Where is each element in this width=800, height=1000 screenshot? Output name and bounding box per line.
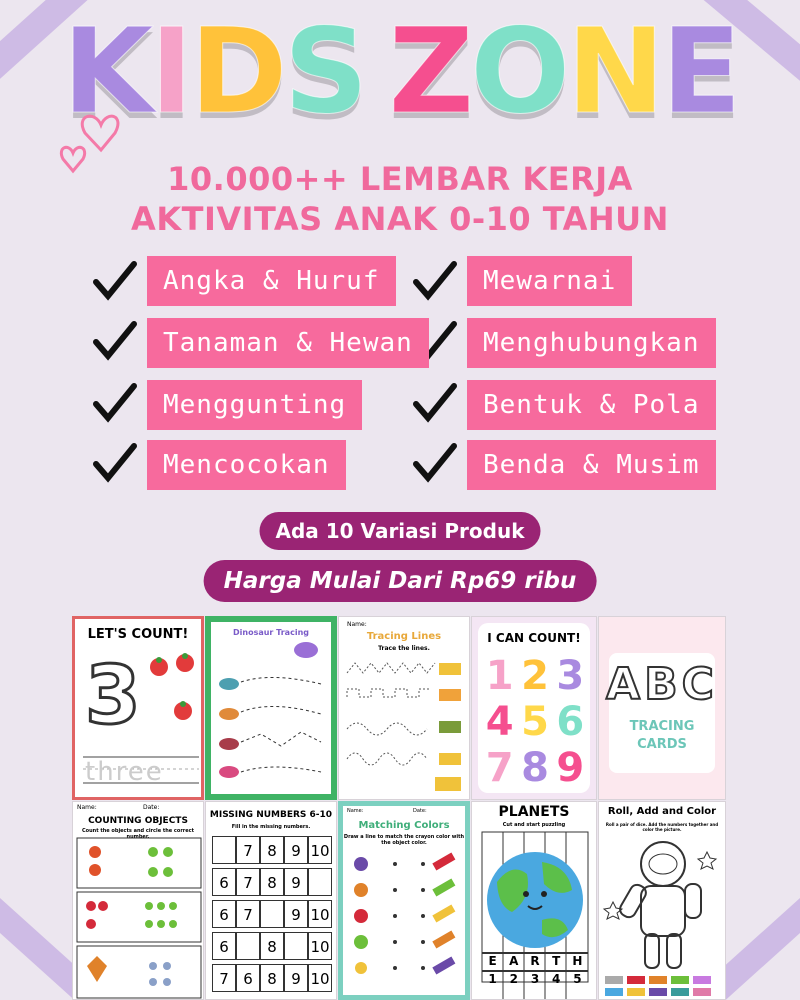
card-subtitle: Trace the lines. <box>378 645 430 652</box>
number-cell: 9 <box>284 964 308 992</box>
number-cell: 6 <box>212 868 236 896</box>
preview-planets <box>471 801 597 1000</box>
number-grid-row <box>212 900 332 928</box>
number-grid <box>212 836 332 996</box>
card-caption-2: CARDS <box>637 737 687 752</box>
logo-letter: S <box>283 2 365 140</box>
preview-roll-add-color <box>598 801 726 1000</box>
number-cell: 10 <box>308 900 332 928</box>
number-cell: 8 <box>260 868 284 896</box>
traced-word: three <box>85 757 164 787</box>
checkmark-icon <box>92 380 138 426</box>
number-cell: 8 <box>260 836 284 864</box>
logo-letter: E <box>661 2 738 140</box>
planet-number: 5 <box>573 972 582 986</box>
planet-letter: R <box>530 954 540 968</box>
planet-letter: E <box>488 954 497 968</box>
planet-number: 3 <box>530 972 540 986</box>
number-cell: 6 <box>212 900 236 928</box>
card-title: I CAN COUNT! <box>487 631 581 645</box>
date-label: Date: <box>143 804 160 811</box>
checkmark-icon <box>92 440 138 486</box>
objects-icon <box>73 802 204 1000</box>
card-subtitle: Fill in the missing numbers. <box>231 824 311 830</box>
astronaut-icon <box>599 802 726 1000</box>
planet-letter: T <box>552 954 561 968</box>
card-caption-1: TRACING <box>629 719 695 734</box>
earth-icon <box>472 802 597 1000</box>
name-label: Name: <box>347 808 364 814</box>
feature-tag: Benda & Musim <box>467 440 716 490</box>
checkmark-icon <box>92 318 138 364</box>
worksheet-preview-grid <box>72 616 800 1000</box>
number-grid-row <box>212 964 332 992</box>
planet-number: 1 <box>488 972 497 986</box>
number-cell <box>308 868 332 896</box>
variants-badge: Ada 10 Variasi Produk <box>260 512 541 550</box>
feature-tag: Angka & Huruf <box>147 256 396 306</box>
feature-tag: Tanaman & Hewan <box>147 318 429 368</box>
planet-number: 2 <box>509 972 518 986</box>
card-title: LET'S COUNT! <box>87 627 189 642</box>
number-cell: 10 <box>308 932 332 960</box>
number-cell <box>236 932 260 960</box>
logo-letter: I <box>149 2 190 140</box>
number-cell: 7 <box>236 900 260 928</box>
checkmark-icon <box>412 380 458 426</box>
number-cell: 9 <box>284 836 308 864</box>
count-digit: 7 <box>485 745 514 791</box>
planet-letter: H <box>572 954 583 968</box>
count-digit: 4 <box>485 699 514 745</box>
preview-tracing-lines <box>338 616 470 800</box>
feature-tag: Mewarnai <box>467 256 632 306</box>
card-title: MISSING NUMBERS 6-10 <box>209 810 333 820</box>
feature-tag: Bentuk & Pola <box>467 380 716 430</box>
feature-tag: Mencocokan <box>147 440 346 490</box>
number-cell: 9 <box>284 900 308 928</box>
number-grid-row <box>212 868 332 896</box>
count-digit: 1 <box>485 653 514 699</box>
checkmark-icon <box>92 258 138 304</box>
logo-letter <box>365 12 389 130</box>
card-title: COUNTING OBJECTS <box>88 816 188 826</box>
logo-letter: Z <box>388 2 471 140</box>
card-title: Tracing Lines <box>366 631 442 642</box>
card-title: PLANETS <box>498 804 570 820</box>
logo-letter: D <box>189 2 284 140</box>
digit-grid <box>482 653 588 791</box>
abc-letters: ABC <box>606 659 718 710</box>
logo-letter: K <box>62 2 150 140</box>
preview-counting-objects <box>72 801 204 1000</box>
number-cell: 10 <box>308 964 332 992</box>
checkmark-icon <box>412 440 458 486</box>
count-digit: 5 <box>521 699 549 745</box>
number-cell: 6 <box>236 964 260 992</box>
preview-matching-colors <box>338 801 470 1000</box>
price-badge: Harga Mulai Dari Rp69 ribu <box>204 560 597 602</box>
number-cell: 7 <box>236 868 260 896</box>
crayon-icon <box>343 806 465 995</box>
planet-letter: A <box>509 954 519 968</box>
count-digit: 3 <box>556 653 585 699</box>
count-digit: 2 <box>521 653 549 699</box>
card-title: Matching Colors <box>358 820 450 831</box>
number-cell: 7 <box>212 964 236 992</box>
subtitle-line-2: AKTIVITAS ANAK 0-10 TAHUN <box>131 200 669 238</box>
number-row <box>482 972 588 986</box>
dinosaur-icon <box>211 622 331 794</box>
card-subtitle: Roll a pair of dice. Add the numbers together and color the picture. <box>605 822 719 832</box>
number-grid-row <box>212 836 332 864</box>
name-label: Name: <box>77 804 97 811</box>
preview-abc-tracing <box>598 616 726 800</box>
number-cell: 8 <box>260 932 284 960</box>
feature-tag: Menghubungkan <box>467 318 716 368</box>
card-subtitle: Cut and start puzzling <box>502 822 566 828</box>
count-digit: 8 <box>521 745 549 791</box>
preview-i-can-count <box>471 616 597 800</box>
number-cell <box>212 836 236 864</box>
name-label: Name: <box>347 621 367 628</box>
preview-missing-numbers <box>205 801 337 1000</box>
traced-number: 3 <box>85 649 141 742</box>
number-cell: 9 <box>284 868 308 896</box>
number-cell <box>284 932 308 960</box>
subtitle-line-1: 10.000++ LEMBAR KERJA <box>167 160 633 198</box>
logo-letter: N <box>566 2 662 140</box>
number-grid-row <box>212 932 332 960</box>
number-cell <box>260 900 284 928</box>
card-subtitle: Count the objects and circle the correct number. <box>82 828 194 840</box>
feature-tag: Menggunting <box>147 380 362 430</box>
number-cell: 7 <box>236 836 260 864</box>
preview-dinosaur-tracing <box>205 616 337 800</box>
planet-number: 4 <box>552 972 561 986</box>
card-title: Dinosaur Tracing <box>233 628 309 637</box>
card-title: Roll, Add and Color <box>607 806 717 817</box>
truck-icon <box>339 617 470 800</box>
checkmark-icon <box>412 258 458 304</box>
number-cell: 10 <box>308 836 332 864</box>
number-cell: 8 <box>260 964 284 992</box>
date-label: Date: <box>413 808 427 814</box>
logo-letter: O <box>470 2 567 140</box>
preview-lets-count <box>72 616 204 800</box>
count-digit: 6 <box>556 699 585 745</box>
letter-row <box>482 954 588 968</box>
number-cell: 6 <box>212 932 236 960</box>
card-subtitle: Draw a line to match the crayon color with the object color. <box>343 834 465 846</box>
count-digit: 9 <box>556 745 585 791</box>
